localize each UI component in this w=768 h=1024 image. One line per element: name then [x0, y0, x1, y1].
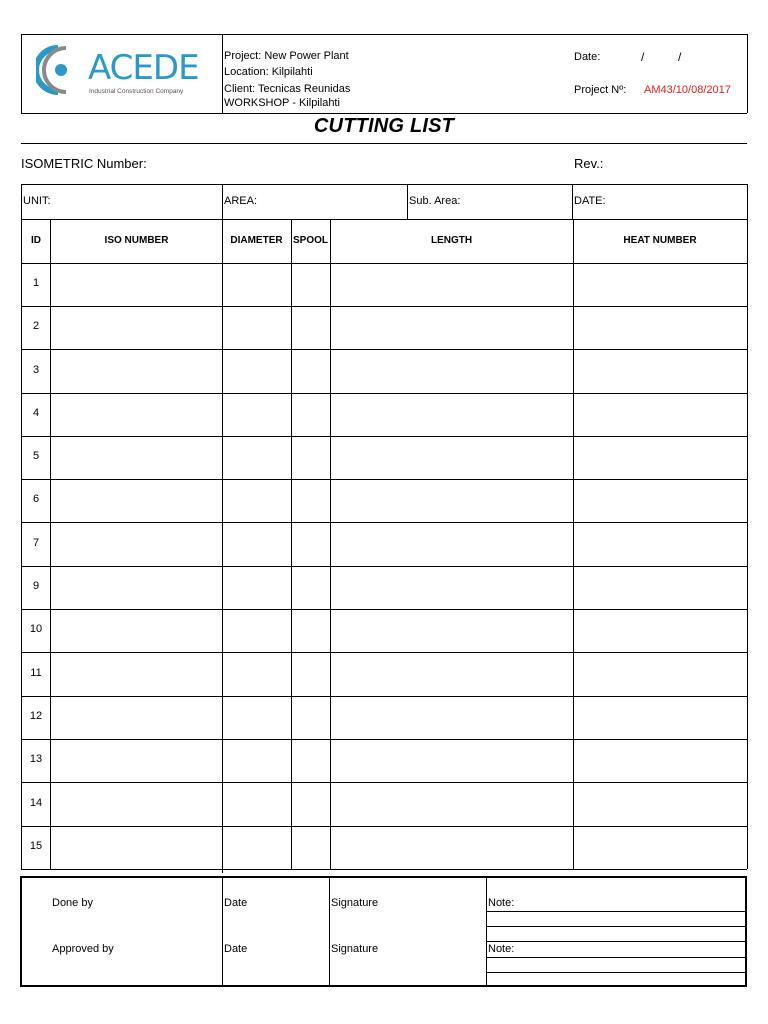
title-divider [21, 143, 747, 144]
row-id: 2 [32, 320, 40, 332]
col-header-heat-number: HEAT NUMBER [623, 235, 697, 246]
row-id: 11 [30, 667, 42, 679]
col-header-length: LENGTH [430, 235, 473, 246]
isometric-label: ISOMETRIC Number: [21, 156, 147, 171]
client-label: Client: Tecnicas Reunidas [224, 83, 351, 95]
note-label-1: Note: [488, 897, 515, 909]
company-tagline: Industrial Construction Company [89, 88, 184, 95]
signature-label-1: Signature [331, 897, 379, 909]
note-label-2: Note: [488, 943, 515, 955]
row-id: 6 [32, 493, 40, 505]
row-id: 15 [29, 840, 43, 852]
footer-date-label-2: Date [224, 943, 248, 955]
col-header-spool: SPOOL [292, 235, 328, 246]
row-id: 14 [29, 797, 43, 809]
row-id: 1 [32, 277, 40, 289]
page-title: CUTTING LIST [313, 115, 455, 137]
company-logo [36, 42, 199, 100]
workshop-label: WORKSHOP - Kilpilahti [224, 97, 340, 109]
col-header-diameter: DIAMETER [230, 235, 283, 246]
approved-by-label: Approved by [52, 943, 114, 955]
date-slash-1: / [641, 50, 645, 64]
col-header-iso-number: ISO NUMBER [104, 235, 169, 246]
info-date-label: DATE: [574, 195, 606, 207]
area-label: AREA: [224, 195, 258, 207]
row-id: 5 [32, 450, 40, 462]
done-by-label: Done by [52, 897, 93, 909]
unit-label: UNIT: [23, 195, 51, 207]
location-label: Location: Kilpilahti [224, 66, 313, 78]
project-no-label: Project Nº: [574, 84, 627, 96]
row-id: 10 [29, 623, 43, 635]
project-label: Project: New Power Plant [224, 50, 349, 62]
col-header-id: ID [31, 235, 41, 246]
date-slash-2: / [678, 50, 682, 64]
sub-area-label: Sub. Area: [409, 195, 461, 207]
footer-date-label-1: Date [224, 897, 248, 909]
row-id: 13 [29, 753, 43, 765]
row-id: 3 [32, 364, 40, 376]
row-id: 9 [32, 580, 40, 592]
row-id: 7 [32, 537, 40, 549]
company-name: ACEDE [88, 48, 199, 88]
row-id: 12 [29, 710, 43, 722]
project-no-value: AM43/10/08/2017 [644, 84, 731, 96]
date-label: Date: [574, 51, 601, 63]
row-id: 4 [32, 407, 40, 419]
signature-label-2: Signature [331, 943, 379, 955]
rev-label: Rev.: [574, 156, 604, 171]
